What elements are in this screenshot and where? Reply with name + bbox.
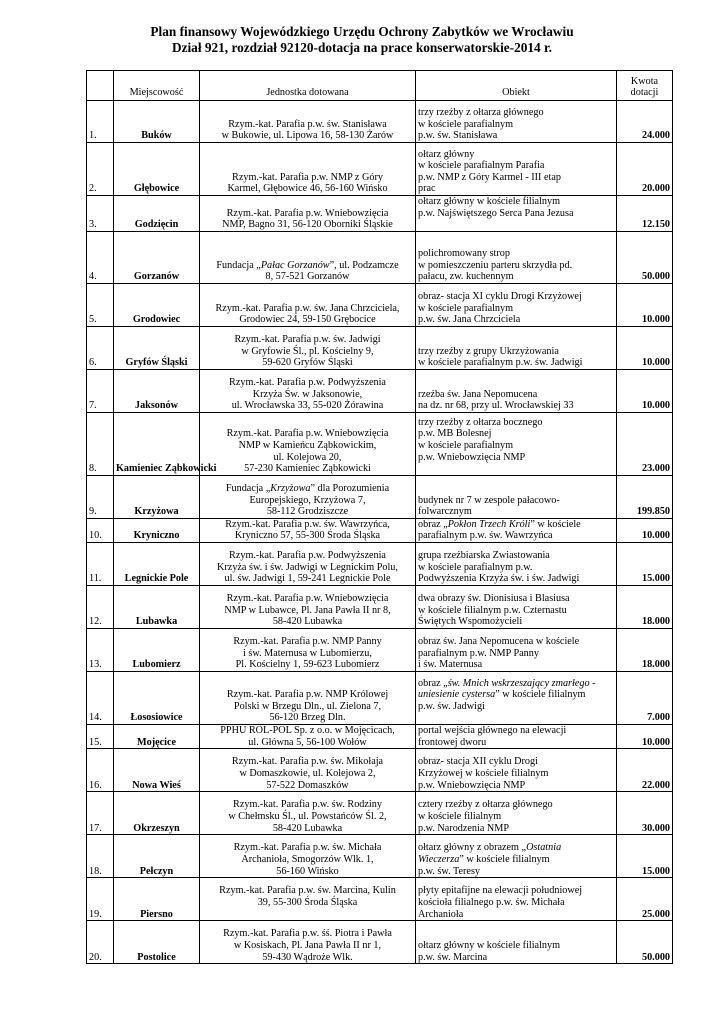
object-line: w kościele parafialnym xyxy=(418,302,514,314)
header-amount xyxy=(617,71,673,101)
object-line: trzy rzeźby z ołtarza bocznego xyxy=(418,416,543,428)
row-amount: 10.000 xyxy=(617,724,673,748)
unit-line: Rzym.-kat. Parafia p.w. św. Wawrzyńca, xyxy=(225,518,390,530)
row-amount: 30.000 xyxy=(617,792,673,835)
row-unit xyxy=(200,792,416,835)
row-number: 16. xyxy=(87,749,114,792)
row-city: Gorzanów xyxy=(114,231,200,283)
object-line xyxy=(418,463,614,475)
row-amount: 10.000 xyxy=(617,369,673,412)
unit-line: Rzym.-kat. Parafia p.w. św. Rodziny xyxy=(233,799,382,811)
row-number: 19. xyxy=(87,878,114,921)
unit-line: 59-430 Wądroże Wlk. xyxy=(262,951,353,963)
table-row xyxy=(87,921,673,964)
unit-line: PPHU ROL-POL Sp. z o.o. w Mojęcicach, xyxy=(220,724,395,736)
row-city: Okrzeszyn xyxy=(114,792,200,835)
row-object xyxy=(416,749,617,792)
table-row xyxy=(87,101,673,143)
row-number: 15. xyxy=(87,724,114,748)
row-city: Jaksonów xyxy=(114,369,200,412)
unit-line: 57-522 Domaszków xyxy=(266,779,349,791)
row-number: 7. xyxy=(87,369,114,412)
object-line: w kościele parafialnym Parafia xyxy=(418,160,545,172)
object-line: budynek nr 7 w zespole pałacowo- xyxy=(418,494,560,506)
object-line: frontowej dworu xyxy=(418,736,487,748)
object-line: parafialnym p.w. NMP Panny xyxy=(418,647,539,659)
unit-line: Rzym.-kat. Parafia p.w. Wniebowzięcia xyxy=(226,207,389,219)
unit-line: Fundacja „Krzyżowa” dla Porozumienia xyxy=(225,483,390,494)
row-city: Postolice xyxy=(114,921,200,964)
object-line: kościoła filialnego p.w. św. Michała xyxy=(418,896,565,908)
table-row xyxy=(87,326,673,369)
object-line: ołtarz główny w kościele filialnym xyxy=(418,196,561,207)
row-object xyxy=(416,724,617,748)
table-row xyxy=(87,143,673,196)
row-amount: 10.000 xyxy=(617,326,673,369)
unit-line: 56-120 Brzeg Dln. xyxy=(269,712,346,724)
title-line-2: Dział 921, rozdział 92120-dotacja na prace konserwatorskie-2014 r. xyxy=(171,40,553,55)
table-row xyxy=(87,475,673,518)
row-object xyxy=(416,792,617,835)
unit-line: w Gryfowie Śl., pl. Kościelny 9, xyxy=(241,345,374,357)
object-line: folwarcznym xyxy=(418,506,472,518)
row-unit xyxy=(200,369,416,412)
row-city: Głębowice xyxy=(114,143,200,196)
table-header-row xyxy=(87,71,673,101)
object-line: obraz- stacja XI cyklu Drogi Krzyżowej xyxy=(418,291,582,302)
unit-line: 58-420 Lubawka xyxy=(272,822,343,834)
row-city: Lubawka xyxy=(114,585,200,628)
object-line: pałacu, zw. kuchennym xyxy=(418,271,514,283)
row-city: Kamieniec Ząbkowicki xyxy=(114,412,200,475)
row-amount: 7.000 xyxy=(617,671,673,724)
row-city: Krzyżowa xyxy=(114,475,200,518)
unit-line: 56-160 Wińsko xyxy=(276,865,339,877)
row-object xyxy=(416,518,617,542)
row-object xyxy=(416,542,617,585)
object-line: ołtarz główny z obrazem „Ostatnia xyxy=(418,842,562,854)
object-line: obraz „św. Mnich wskrzeszający zmarłego - xyxy=(418,677,596,689)
object-line: obraz- stacja XII cyklu Drogi xyxy=(418,756,538,768)
table-row xyxy=(87,518,673,542)
unit-line: Rzym.-kat. Parafia p.w. NMP z Góry xyxy=(232,171,383,183)
object-line: p.w. Wniebowzięcia NMP xyxy=(418,451,526,463)
object-line: Archanioła xyxy=(418,908,464,920)
object-line: p.w. św. Teresy xyxy=(418,865,481,877)
object-line: Świętych Wspomożycieli xyxy=(418,616,523,628)
row-number: 9. xyxy=(87,475,114,518)
object-line: uniesienie cystersa” w kościele filialnym xyxy=(418,689,586,701)
header-unit: Jednostka dotowana xyxy=(200,71,416,101)
unit-line: 58-112 Grodziszcze xyxy=(266,506,349,518)
row-city: Pełczyn xyxy=(114,835,200,878)
row-number: 20. xyxy=(87,921,114,964)
row-number: 2. xyxy=(87,143,114,196)
unit-line: Rzym.-kat. Parafia p.w. Podwyższenia xyxy=(229,377,386,388)
unit-line: 8, 57-521 Gorzanów xyxy=(265,271,350,283)
grant-table xyxy=(86,70,673,964)
row-object xyxy=(416,475,617,518)
row-amount: 15.000 xyxy=(617,542,673,585)
row-unit xyxy=(200,878,416,921)
row-city: Piersno xyxy=(114,878,200,921)
unit-line: Archanioła, Smogorzów Wlk. 1, xyxy=(241,853,374,865)
object-line: trzy rzeźby z grupy Ukrzyżowania xyxy=(418,345,559,357)
row-amount: 50.000 xyxy=(617,231,673,283)
row-unit xyxy=(200,475,416,518)
object-line: prac xyxy=(418,183,436,195)
unit-line: Rzym.-kat. Parafia p.w. Wniebowzięcia xyxy=(226,593,389,605)
row-object xyxy=(416,283,617,326)
unit-line: Rzym.-kat. Parafia p.w. NMP Panny xyxy=(233,636,382,648)
row-amount: 10.000 xyxy=(617,283,673,326)
table-row xyxy=(87,196,673,232)
unit-line: i św. Maternusa w Lubomierzu, xyxy=(243,647,372,659)
unit-line: Polski w Brzegu Dln., ul. Zielona 7, xyxy=(233,700,382,712)
row-number: 10. xyxy=(87,518,114,542)
table-row xyxy=(87,542,673,585)
row-number: 12. xyxy=(87,585,114,628)
table-row xyxy=(87,671,673,724)
row-number: 18. xyxy=(87,835,114,878)
unit-line: 57-230 Kamieniec Ząbkowicki xyxy=(244,463,371,475)
unit-line: Krzyża Św. w Jaksonowie, xyxy=(252,388,363,400)
row-amount: 25.000 xyxy=(617,878,673,921)
unit-line: NMP w Lubawce, Pl. Jana Pawła II nr 8, xyxy=(224,604,391,616)
unit-line: w Domaszkowie, ul. Kolejowa 2, xyxy=(239,767,376,779)
object-line: p.w. Wniebowzięcia NMP xyxy=(418,779,526,791)
row-unit xyxy=(200,585,416,628)
unit-line: ul. św. Jadwigi 1, 59-241 Legnickie Pole xyxy=(224,573,391,585)
object-line: ołtarz główny xyxy=(418,148,475,160)
unit-line: ul. Kolejowa 20, xyxy=(273,451,342,463)
object-line: grupa rzeźbiarska Zwiastowania xyxy=(418,550,550,562)
object-line: ołtarz główny w kościele filialnym xyxy=(418,939,561,951)
unit-line: Rzym.-kat. Parafia p.w. Wniebowzięcia xyxy=(226,428,389,440)
row-object xyxy=(416,326,617,369)
row-city: Nowa Wieś xyxy=(114,749,200,792)
row-city: Gryfów Śląski xyxy=(114,326,200,369)
object-line: p.w. MB Bolesnej xyxy=(418,428,492,440)
object-line: Wieczerza” w kościele filialnym xyxy=(418,853,550,865)
object-line: w kościele parafialnym p.w. xyxy=(418,561,533,573)
unit-line: ul. Wrocławska 33, 55-020 Żórawina xyxy=(231,400,384,412)
unit-line: Rzym.-kat. Parafia p.w. św. Mikołaja xyxy=(231,756,384,768)
row-unit xyxy=(200,412,416,475)
row-unit xyxy=(200,101,416,143)
unit-line: Rzym.-kat. Parafia p.w. św. Marcina, Kulin xyxy=(219,885,396,897)
row-amount: 10.000 xyxy=(617,518,673,542)
object-line: p.w. Najświętszego Serca Pana Jezusa xyxy=(418,207,574,219)
row-object xyxy=(416,671,617,724)
object-line: trzy rzeźby z ołtarza głównego xyxy=(418,107,544,119)
unit-line: Grodowiec 24, 59-150 Grębocice xyxy=(239,314,376,326)
row-unit xyxy=(200,671,416,724)
unit-line: Rzym.-kat. Parafia p.w. NMP Królowej xyxy=(226,689,389,701)
unit-line: Fundacja „Pałac Gorzanów”, ul. Podzamcze xyxy=(216,259,399,271)
unit-line: NMP, Bagno 31, 56-120 Oborniki Śląskie xyxy=(222,219,393,231)
row-number: 13. xyxy=(87,628,114,671)
row-city: Godzięcin xyxy=(114,196,200,232)
table-row xyxy=(87,835,673,878)
row-city: Grodowiec xyxy=(114,283,200,326)
row-amount: 199.850 xyxy=(617,475,673,518)
object-line: p.w. św. Stanisława xyxy=(418,130,498,142)
unit-line: Rzym.-kat. Parafia p.w. Podwyższenia xyxy=(229,550,386,562)
unit-line: Europejskiego, Krzyżowa 7, xyxy=(249,494,366,506)
unit-line: Rzym.-kat. Parafia p.w. św. Jadwigi xyxy=(234,334,381,345)
object-line: w kościele filialnym p.w. Czternastu xyxy=(418,604,567,616)
row-number: 17. xyxy=(87,792,114,835)
row-unit xyxy=(200,196,416,232)
object-line: w kościele parafialnym p.w. św. Jadwigi xyxy=(418,357,583,369)
header-amount-line-2: dotacji xyxy=(630,87,659,99)
table-row xyxy=(87,585,673,628)
header-number xyxy=(87,71,114,101)
row-object xyxy=(416,628,617,671)
object-line: p.w. Narodzenia NMP xyxy=(418,822,510,834)
row-unit xyxy=(200,628,416,671)
unit-line: NMP w Kamieńcu Ząbkowickim, xyxy=(238,440,377,451)
object-line: cztery rzeźby z ołtarza głównego xyxy=(418,799,553,811)
row-object xyxy=(416,835,617,878)
row-amount: 18.000 xyxy=(617,628,673,671)
object-line xyxy=(418,712,614,724)
row-unit xyxy=(200,724,416,748)
row-unit xyxy=(200,231,416,283)
table-row xyxy=(87,369,673,412)
object-line: i św. Maternusa xyxy=(418,659,483,671)
row-object xyxy=(416,412,617,475)
row-number: 5. xyxy=(87,283,114,326)
table-row xyxy=(87,724,673,748)
object-line: obraz „Pokłon Trzech Króli” w kościele xyxy=(418,518,581,530)
header-city: Miejscowość xyxy=(114,71,200,101)
title-line-1: Plan finansowy Wojewódzkiego Urzędu Ochrony Zabytków we Wrocławiu xyxy=(150,24,574,39)
table-row xyxy=(87,792,673,835)
unit-line: w Bukowie, ul. Lipowa 16, 58-130 Żarów xyxy=(221,130,394,142)
object-line xyxy=(418,219,614,231)
unit-line: 58-420 Lubawka xyxy=(272,616,343,628)
table-row xyxy=(87,878,673,921)
row-city: Legnickie Pole xyxy=(114,542,200,585)
row-number: 3. xyxy=(87,196,114,232)
row-number: 8. xyxy=(87,412,114,475)
row-city: Lubomierz xyxy=(114,628,200,671)
row-amount: 15.000 xyxy=(617,835,673,878)
row-object xyxy=(416,369,617,412)
unit-line xyxy=(202,909,413,921)
object-line: w kościele filialnym xyxy=(418,810,502,822)
row-object xyxy=(416,878,617,921)
unit-line: Pl. Kościelny 1, 59-623 Lubomierz xyxy=(235,659,380,671)
row-amount: 12.150 xyxy=(617,196,673,232)
row-object xyxy=(416,101,617,143)
row-unit xyxy=(200,143,416,196)
object-line: portal wejścia głównego na elewacji xyxy=(418,724,567,736)
row-city: Łososiowice xyxy=(114,671,200,724)
object-line: polichromowany strop xyxy=(418,248,510,259)
unit-line: ul. Główna 5, 56-100 Wołów xyxy=(248,736,367,748)
object-line: parafialnym p.w. św. Wawrzyńca xyxy=(418,530,553,542)
object-line: p.w. św. Jadwigi xyxy=(418,700,485,712)
object-line: dwa obrazy św. Dionisiusa i Blasiusa xyxy=(418,593,570,605)
row-amount: 50.000 xyxy=(617,921,673,964)
object-line: Podwyższenia Krzyża św. i św. Jadwigi xyxy=(418,573,580,585)
unit-line: Rzym.-kat. Parafia p.w. św. Michała xyxy=(233,842,382,854)
row-unit xyxy=(200,326,416,369)
unit-line: Karmel, Głębowice 46, 56-160 Wińsko xyxy=(227,183,388,195)
row-unit xyxy=(200,542,416,585)
row-number: 11. xyxy=(87,542,114,585)
unit-line: w Chełmsku Śl., ul. Powstańców Śl. 2, xyxy=(228,810,387,822)
row-amount: 23.000 xyxy=(617,412,673,475)
table-row xyxy=(87,628,673,671)
row-city: Buków xyxy=(114,101,200,143)
row-amount: 22.000 xyxy=(617,749,673,792)
row-object xyxy=(416,196,617,232)
object-line: na dz. nr 68, przy ul. Wrocławskiej 33 xyxy=(418,400,574,412)
table-row xyxy=(87,749,673,792)
object-line: płyty epitafijne na elewacji południowej xyxy=(418,885,583,897)
object-line: p.w. NMP z Góry Karmel - III etap xyxy=(418,171,561,183)
object-line: w pomieszczeniu parteru skrzydła pd. xyxy=(418,259,573,271)
object-line: p.w. św. Marcina xyxy=(418,951,488,963)
header-amount-line-1: Kwota xyxy=(630,75,659,87)
row-unit xyxy=(200,283,416,326)
table-row xyxy=(87,283,673,326)
object-line: p.w. św. Jana Chrzciciela xyxy=(418,314,521,326)
row-amount: 20.000 xyxy=(617,143,673,196)
table-row xyxy=(87,412,673,475)
unit-line: w Kosiskach, Pl. Jana Pawła II nr 1, xyxy=(233,939,382,951)
row-unit xyxy=(200,921,416,964)
row-amount: 18.000 xyxy=(617,585,673,628)
row-object xyxy=(416,921,617,964)
unit-line: Krzyża św. i św. Jadwigi w Legnickim Polu, xyxy=(217,561,398,573)
row-unit xyxy=(200,518,416,542)
unit-line: Rzym.-kat. Parafia p.w. św. Jana Chrzciciela, xyxy=(215,302,400,314)
object-line: obraz św. Jana Nepomucena w kościele xyxy=(418,636,580,648)
row-number: 6. xyxy=(87,326,114,369)
row-unit xyxy=(200,835,416,878)
object-line: Krzyżowej w kościele filialnym xyxy=(418,767,549,779)
row-amount: 24.000 xyxy=(617,101,673,143)
unit-line: Rzym.-kat. Parafia p.w. św. Stanisława xyxy=(228,118,387,130)
row-number: 4. xyxy=(87,231,114,283)
object-line: w kościele parafialnym xyxy=(418,118,514,130)
table-row xyxy=(87,231,673,283)
document-title xyxy=(0,24,724,56)
unit-line: Rzym.-kat. Parafia p.w. śś. Piotra i Pawła xyxy=(223,928,392,940)
unit-line: Kryniczno 57, 55-300 Środa Śląska xyxy=(234,530,381,542)
row-unit xyxy=(200,749,416,792)
row-object xyxy=(416,143,617,196)
header-object: Obiekt xyxy=(416,71,617,101)
row-object xyxy=(416,231,617,283)
row-city: Kryniczno xyxy=(114,518,200,542)
row-number: 1. xyxy=(87,101,114,143)
row-object xyxy=(416,585,617,628)
row-number: 14. xyxy=(87,671,114,724)
row-city: Mojęcice xyxy=(114,724,200,748)
object-line: w kościele parafialnym xyxy=(418,440,514,451)
unit-line: 59-620 Gryfów Śląski xyxy=(262,357,353,369)
unit-line: 39, 55-300 Środa Śląska xyxy=(257,896,358,908)
object-line: rzeźba św. Jana Nepomucena xyxy=(418,388,538,400)
